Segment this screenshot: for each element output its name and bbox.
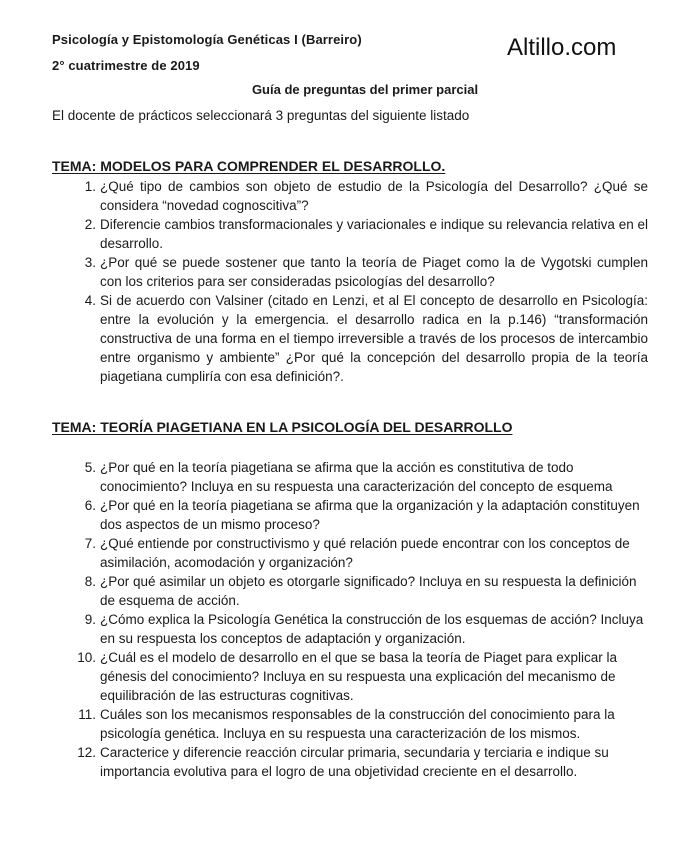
question-item — [52, 177, 648, 215]
term-label: 2° cuatrimestre de 2019 — [52, 58, 200, 73]
question-text: Si de acuerdo con Valsiner (citado en Lenzi, et al El concepto de desarrollo en Psicología: entre la evolución y la emergencia. el desarrollo radica en la p.146) “transformación constructiva de una forma en el tiempo irreversible a través de los procesos de intercambio entre organismo y ambiente” ¿Por qué la concepción del desarrollo propia de la teoría piagetiana cumpliría con esa definición?. — [100, 293, 648, 384]
question-item — [52, 743, 648, 781]
question-text: ¿Por qué se puede sostener que tanto la teoría de Piaget como la de Vygotski cumplen con los criterios para ser consideradas psicologías del desarrollo? — [100, 255, 648, 289]
question-text: ¿Cuál es el modelo de desarrollo en el que se basa la teoría de Piaget para explicar la génesis del conocimiento? Incluya en su respuesta una explicación del mecanismo de equilibración de las estructuras cognitivas. — [100, 650, 618, 703]
question-item — [52, 496, 648, 534]
watermark: Altillo.com — [507, 34, 617, 61]
question-number: 6. — [84, 498, 96, 513]
question-number: 2. — [84, 217, 96, 232]
question-number: 5. — [84, 460, 96, 475]
question-text: ¿Qué tipo de cambios son objeto de estudio de la Psicología del Desarrollo? ¿Qué se considera “novedad cognoscitiva”? — [100, 179, 648, 213]
question-item — [52, 705, 648, 743]
section-heading-modelos: TEMA: MODELOS PARA COMPRENDER EL DESARROLLO. — [52, 158, 446, 174]
question-text: Caracterice y diferencie reacción circular primaria, secundaria y terciaria e indique su importancia evolutiva para el logro de una objetividad creciente en el desarrollo. — [100, 745, 609, 779]
question-item — [52, 648, 648, 705]
intro-text: El docente de prácticos seleccionará 3 preguntas del siguiente listado — [52, 108, 470, 123]
question-item — [52, 291, 648, 386]
question-number: 3. — [84, 255, 96, 270]
section-heading-piagetiana: TEMA: TEORÍA PIAGETIANA EN LA PSICOLOGÍA DEL DESARROLLO — [52, 419, 513, 435]
question-item — [52, 215, 648, 253]
question-item — [52, 534, 648, 572]
question-text: ¿Por qué asimilar un objeto es otorgarle significado? Incluya en su respuesta la definición de esquema de acción. — [100, 574, 637, 608]
question-text: Diferencie cambios transformacionales y variacionales e indique su relevancia relativa en el desarrollo. — [100, 217, 648, 251]
question-item — [52, 610, 648, 648]
question-text: ¿Cómo explica la Psicología Genética la construcción de los esquemas de acción? Incluya en su respuesta los conceptos de adaptación y organización. — [100, 612, 644, 646]
question-item — [52, 253, 648, 291]
guide-title: Guía de preguntas del primer parcial — [251, 82, 479, 97]
question-item — [52, 458, 648, 496]
question-list-modelos — [52, 177, 648, 386]
course-title: Psicología y Epistomología Genéticas I (Barreiro) — [52, 32, 362, 47]
question-text: ¿Por qué en la teoría piagetiana se afirma que la acción es constitutiva de todo conocimiento? Incluya en su respuesta una caracterización del concepto de esquema — [100, 460, 613, 494]
question-number: 12. — [77, 745, 96, 760]
question-number: 7. — [84, 536, 96, 551]
question-number: 8. — [84, 574, 96, 589]
question-number: 1. — [84, 179, 96, 194]
question-item — [52, 572, 648, 610]
question-text: Cuáles son los mecanismos responsables de la construcción del conocimiento para la psicología genética. Incluya en su respuesta una caracterización de los mismos. — [100, 707, 615, 741]
question-number: 4. — [84, 293, 96, 308]
question-text: ¿Por qué en la teoría piagetiana se afirma que la organización y la adaptación constituyen dos aspectos de un mismo proceso? — [100, 498, 640, 532]
question-number: 9. — [84, 612, 96, 627]
question-list-piagetiana — [52, 458, 648, 781]
question-number: 11. — [78, 707, 96, 722]
question-number: 10. — [77, 650, 96, 665]
question-text: ¿Qué entiende por constructivismo y qué relación puede encontrar con los conceptos de asimilación, acomodación y organización? — [100, 536, 630, 570]
